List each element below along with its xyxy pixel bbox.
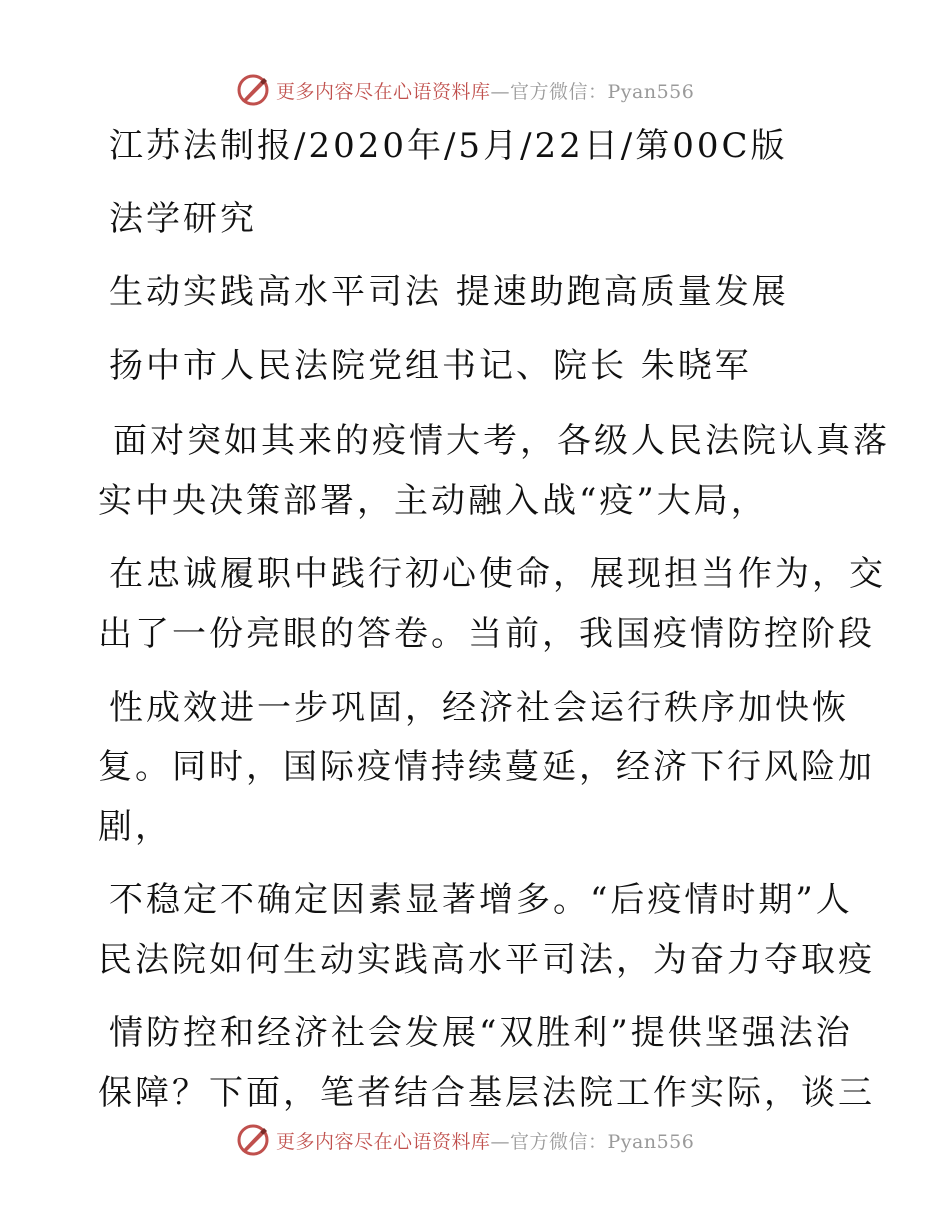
body-line: 性成效进一步巩固，经济社会运行秩序加快恢: [109, 688, 849, 728]
body-line: 面对突如其来的疫情大考，各级人民法院认真落: [113, 421, 890, 461]
article-title: 生动实践高水平司法 提速助跑高质量发展: [109, 272, 789, 312]
pen-logo-icon: [236, 1123, 270, 1157]
watermark-text: [276, 77, 694, 104]
watermark-footer: [236, 1123, 694, 1157]
watermark-header: [236, 73, 694, 107]
body-line: 在忠诚履职中践行初心使命，展现担当作为，交: [109, 554, 886, 594]
watermark-brand: 更多内容尽在心语资料库: [276, 80, 491, 103]
body-line: 不稳定不确定因素显著增多。“后疫情时期”人: [109, 880, 853, 920]
author-line: 扬中市人民法院党组书记、院长 朱晓军: [109, 346, 752, 386]
body-line: 剧，: [98, 807, 172, 847]
body-line: 出了一份亮眼的答卷。当前，我国疫情防控阶段: [98, 614, 875, 654]
body-line: 复。同时，国际疫情持续蔓延，经济下行风险加: [98, 747, 875, 787]
source-line: 江苏法制报/2020年/5月/22日/第00C版: [109, 126, 788, 166]
body-line: 民法院如何生动实践高水平司法，为奋力夺取疫: [98, 940, 875, 980]
section-label: 法学研究: [109, 199, 257, 239]
watermark-brand: 更多内容尽在心语资料库: [276, 1130, 491, 1153]
watermark-text: [276, 1127, 694, 1154]
body-line: 情防控和经济社会发展“双胜利”提供坚强法治: [109, 1013, 853, 1053]
watermark-contact: —官方微信：Pyan556: [490, 80, 695, 103]
pen-logo-icon: [236, 73, 270, 107]
watermark-contact: —官方微信：Pyan556: [490, 1130, 695, 1153]
body-line: 实中央决策部署，主动融入战“疫”大局，: [98, 481, 768, 521]
body-line: 保障？下面，笔者结合基层法院工作实际，谈三: [98, 1073, 875, 1113]
